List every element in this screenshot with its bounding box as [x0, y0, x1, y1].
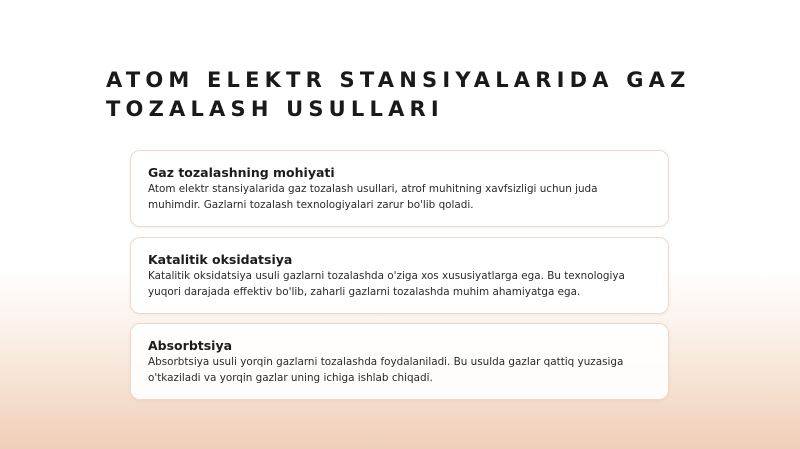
card-title: Gaz tozalashning mohiyati: [148, 165, 335, 180]
card-text: [148, 182, 651, 213]
slide-title: [106, 66, 691, 124]
card-text-line-1: Katalitik oksidatsiya usuli gazlarni tozalashda o'ziga xos xususiyatlarga ega. Bu texnologiya: [148, 270, 625, 282]
card-text-line-2: muhimdir. Gazlarni tozalash texnologiyalari zarur bo'lib qoladi.: [148, 198, 474, 211]
card-gaz-tozalashning-mohiyati: [130, 150, 669, 227]
card-katalitik-oksidatsiya: [130, 237, 669, 314]
card-text-line-2: o'tkaziladi va yorqin gazlar uning ichiga ishlab chiqadi.: [148, 371, 433, 384]
card-text-line-1: Absorbtsiya usuli yorqin gazlarni tozalashda foydalaniladi. Bu usulda gazlar qattiq yuzasiga: [148, 356, 624, 368]
card-text: [148, 269, 651, 300]
card-text-line-2: yuqori darajada effektiv bo'lib, zaharli gazlarni tozalashda muhim ahamiyatga ega.: [148, 285, 581, 298]
card-title: Absorbtsiya: [148, 338, 233, 353]
card-text: [148, 355, 651, 386]
slide-title-line-2: TOZALASH USULLARI: [106, 97, 444, 121]
slide-title-line-1: ATOM ELEKTR STANSIYALARIDA GAZ: [106, 68, 691, 92]
card-title: Katalitik oksidatsiya: [148, 252, 293, 267]
card-text-line-1: Atom elektr stansiyalarida gaz tozalash usullari, atrof muhitning xavfsizligi uchun juda: [148, 183, 598, 195]
card-absorbtsiya: [130, 323, 669, 400]
